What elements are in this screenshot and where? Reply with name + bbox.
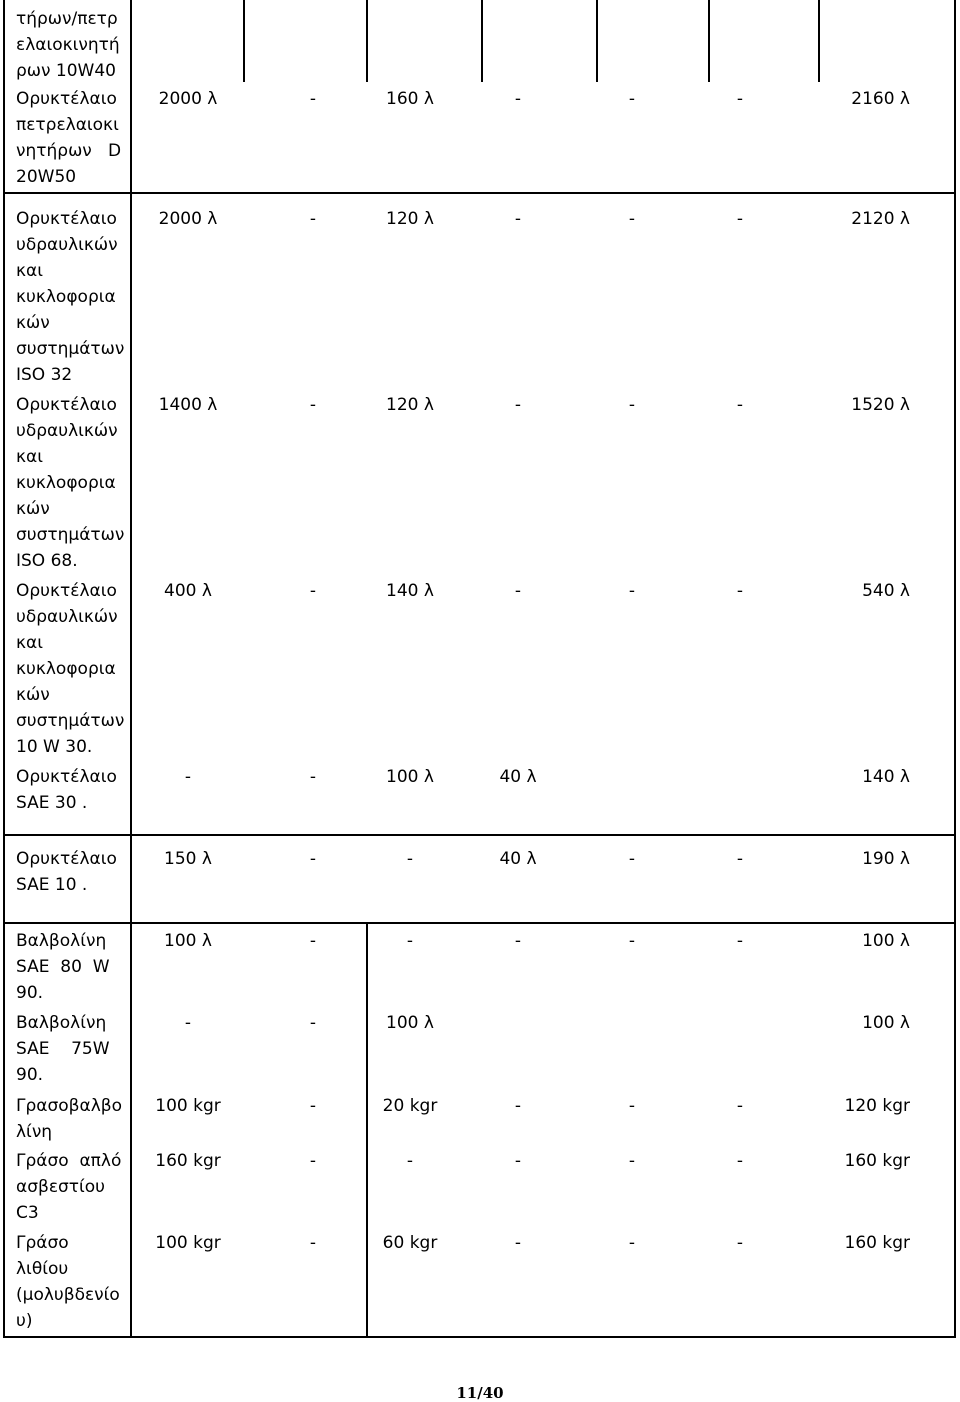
quantity-cell: - — [628, 209, 636, 229]
table-divider — [366, 0, 368, 82]
quantity-cell: - — [736, 209, 744, 229]
quantity-cell: - — [628, 1096, 636, 1116]
quantity-cell: - — [514, 931, 522, 951]
quantity-cell: - — [309, 931, 317, 951]
quantity-cell: - — [309, 395, 317, 415]
quantity-cell: - — [736, 1151, 744, 1171]
quantity-cell: - — [628, 395, 636, 415]
product-name: Ορυκτέλαιο πετρελαιοκι νητήρων D 20W50 — [16, 89, 122, 187]
table-rule — [3, 922, 956, 924]
table-divider — [481, 0, 483, 82]
quantity-cell: 400 λ — [164, 581, 212, 601]
quantity-cell: - — [736, 931, 744, 951]
total-quantity: 160 kgr — [844, 1151, 910, 1171]
quantity-cell: 100 λ — [386, 1013, 434, 1033]
total-quantity: 540 λ — [862, 581, 910, 601]
quantity-cell: - — [309, 1013, 317, 1033]
quantity-cell: - — [406, 931, 414, 951]
table-rule — [3, 192, 956, 194]
product-name: Γράσο απλό ασβεστίου C3 — [16, 1151, 122, 1223]
quantity-cell: - — [628, 1151, 636, 1171]
table-border-right — [954, 0, 956, 1338]
quantity-cell: - — [514, 1151, 522, 1171]
quantity-cell: 40 λ — [499, 767, 537, 787]
total-quantity: 2120 λ — [851, 209, 910, 229]
quantity-cell: - — [736, 1096, 744, 1116]
quantity-cell: - — [309, 1151, 317, 1171]
quantity-cell: - — [514, 581, 522, 601]
product-name: Γρασοβαλβο λίνη — [16, 1096, 123, 1142]
product-name: Βαλβολίνη SAE 75W 90. — [16, 1013, 110, 1085]
product-name: Βαλβολίνη SAE 80 W 90. — [16, 931, 110, 1003]
product-name: Ορυκτέλαιο υδραυλικών και κυκλοφορια κών συστημάτων ISO 32 — [16, 209, 125, 385]
product-name: Ορυκτέλαιο SAE 30 . — [16, 767, 117, 813]
table-divider — [708, 0, 710, 82]
total-quantity: 160 kgr — [844, 1233, 910, 1253]
quantity-cell: - — [514, 395, 522, 415]
quantity-cell: 160 λ — [386, 89, 434, 109]
product-name: Ορυκτέλαιο υδραυλικών και κυκλοφορια κών συστημάτων 10 W 30. — [16, 581, 125, 757]
quantity-cell: 2000 λ — [158, 89, 218, 109]
quantity-cell: - — [309, 581, 317, 601]
table-divider — [596, 0, 598, 82]
quantity-cell: - — [514, 89, 522, 109]
quantity-cell: - — [309, 1233, 317, 1253]
quantity-cell: 160 kgr — [155, 1151, 221, 1171]
quantity-cell: - — [406, 1151, 414, 1171]
quantity-cell: - — [736, 89, 744, 109]
total-quantity: 2160 λ — [851, 89, 910, 109]
table-border-left — [3, 0, 5, 1338]
table-rule — [3, 834, 956, 836]
quantity-cell: 120 λ — [386, 209, 434, 229]
quantity-cell: 1400 λ — [158, 395, 218, 415]
product-name: Ορυκτέλαιο SAE 10 . — [16, 849, 117, 895]
quantity-cell: 100 kgr — [155, 1096, 221, 1116]
table-divider — [130, 0, 132, 1338]
product-name: Ορυκτέλαιο υδραυλικών και κυκλοφορια κών συστημάτων ISO 68. — [16, 395, 125, 571]
quantity-cell: - — [514, 1096, 522, 1116]
quantity-cell: - — [309, 209, 317, 229]
quantity-cell: 60 kgr — [382, 1233, 438, 1253]
total-quantity: 100 λ — [862, 931, 910, 951]
quantity-cell: - — [736, 395, 744, 415]
total-quantity: 120 kgr — [844, 1096, 910, 1116]
quantity-cell: - — [736, 1233, 744, 1253]
quantity-cell: - — [628, 931, 636, 951]
quantity-cell: - — [309, 849, 317, 869]
product-name: Γράσο λιθίου (μολυβδενίο υ) — [16, 1233, 120, 1331]
quantity-cell: - — [309, 1096, 317, 1116]
quantity-cell: 150 λ — [164, 849, 212, 869]
table-rule — [3, 1336, 956, 1338]
quantity-cell: - — [628, 849, 636, 869]
quantity-cell: - — [736, 581, 744, 601]
table-divider — [366, 924, 368, 1338]
quantity-cell: 140 λ — [386, 581, 434, 601]
total-quantity: 190 λ — [862, 849, 910, 869]
quantity-cell: - — [309, 89, 317, 109]
table-divider — [243, 0, 245, 82]
quantity-cell: 100 λ — [386, 767, 434, 787]
product-name: τήρων/πετρ ελαιοκινητή ρων 10W40 — [16, 9, 120, 81]
total-quantity: 100 λ — [862, 1013, 910, 1033]
table-divider — [818, 0, 820, 82]
quantity-cell: - — [406, 849, 414, 869]
quantity-cell: 100 kgr — [155, 1233, 221, 1253]
quantity-cell: - — [736, 849, 744, 869]
quantity-cell: - — [309, 767, 317, 787]
quantity-cell: - — [628, 1233, 636, 1253]
page-number: 11/40 — [456, 1384, 504, 1402]
quantity-cell: 40 λ — [499, 849, 537, 869]
quantity-cell: 20 kgr — [382, 1096, 438, 1116]
quantity-cell: - — [184, 1013, 192, 1033]
quantity-cell: 120 λ — [386, 395, 434, 415]
total-quantity: 1520 λ — [851, 395, 910, 415]
quantity-cell: - — [184, 767, 192, 787]
total-quantity: 140 λ — [862, 767, 910, 787]
quantity-cell: - — [514, 209, 522, 229]
quantity-cell: - — [628, 581, 636, 601]
quantity-cell: - — [514, 1233, 522, 1253]
quantity-cell: 100 λ — [164, 931, 212, 951]
quantity-cell: 2000 λ — [158, 209, 218, 229]
quantity-cell: - — [628, 89, 636, 109]
